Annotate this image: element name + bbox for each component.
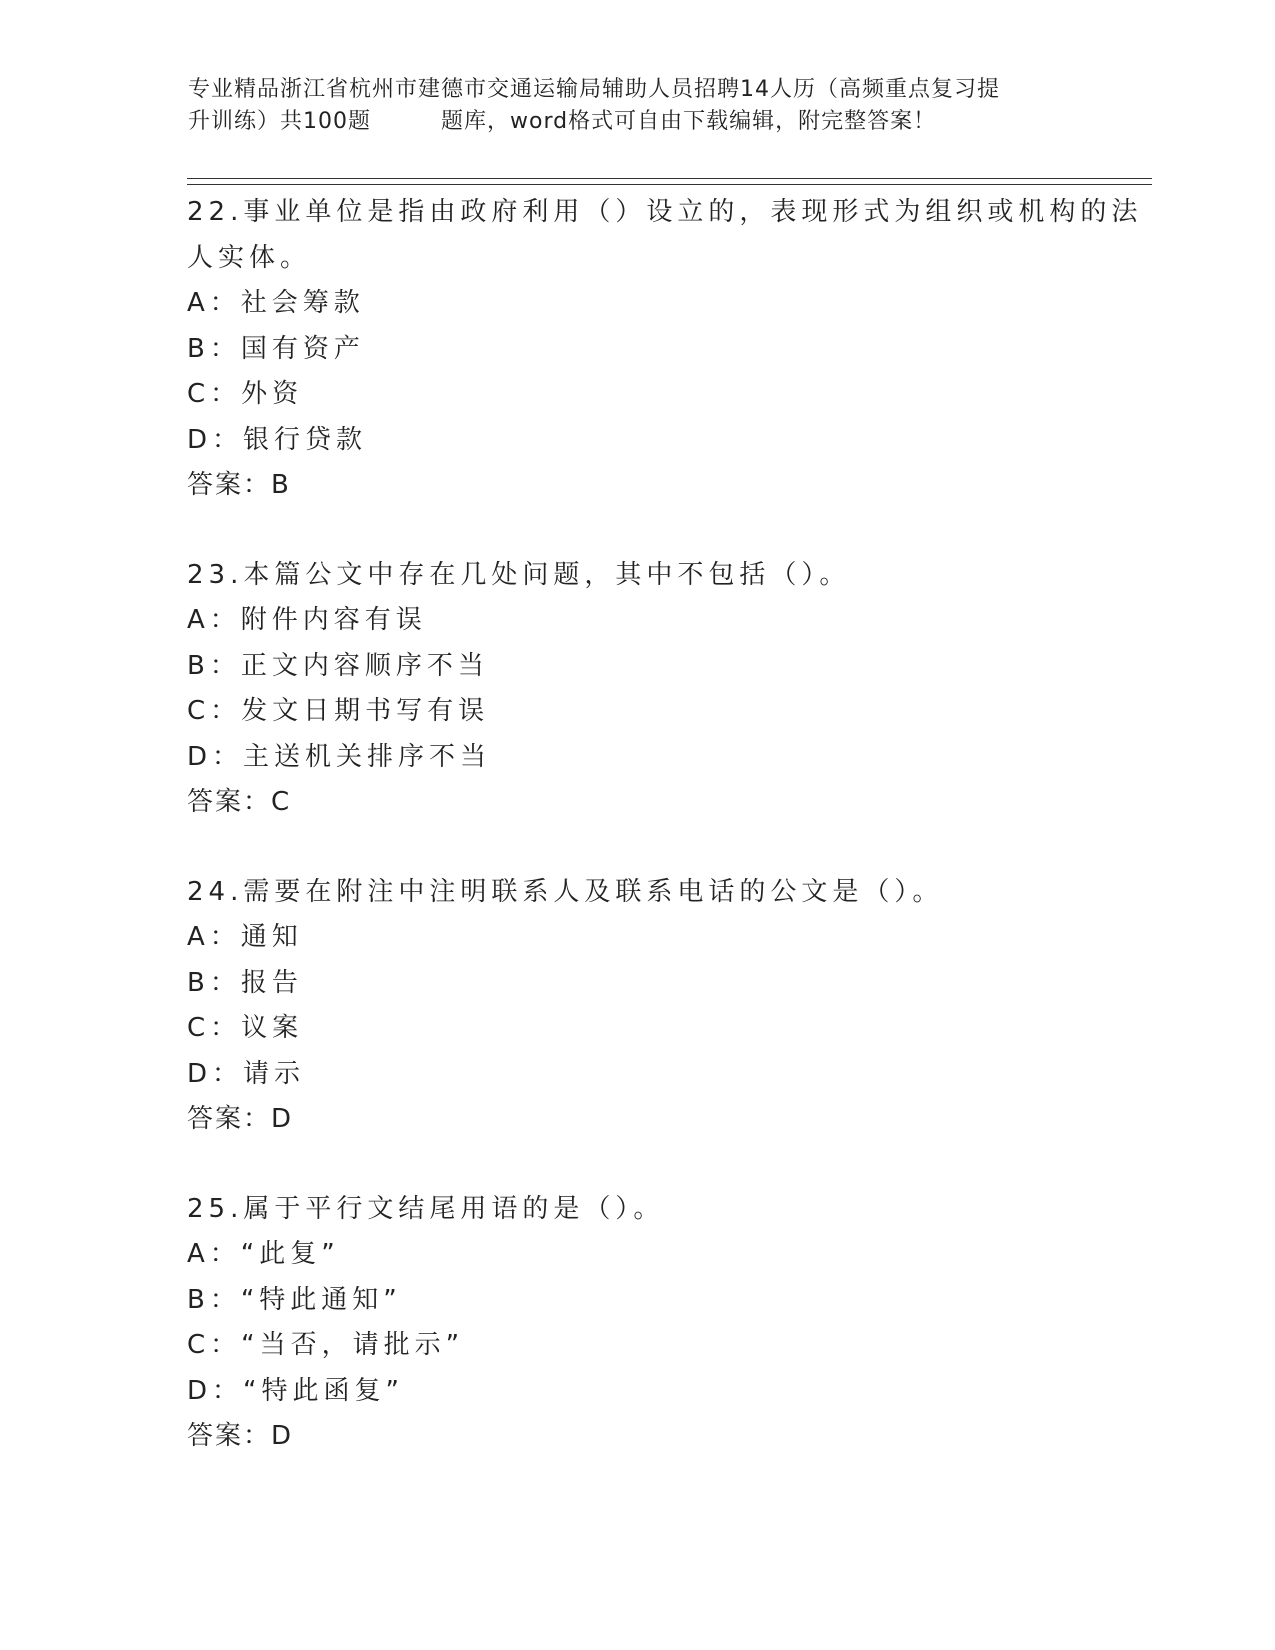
option-b: B：正文内容顺序不当	[187, 650, 489, 681]
option-c: C：议案	[187, 1013, 304, 1043]
option-a: A：附件内容有误	[187, 605, 427, 635]
header-divider-bottom	[187, 184, 1152, 185]
question-23	[187, 553, 1087, 826]
option-c: C：外资	[187, 379, 304, 409]
question-stem-line-1: 22.事业单位是指由政府利用（）设立的，表现形式为组织或机构的法	[187, 197, 1143, 227]
option-a: A：“此复”	[187, 1239, 340, 1269]
question-stem: 24.需要在附注中注明联系人及联系电话的公文是（）。	[187, 876, 944, 907]
option-a: A：社会筹款	[187, 288, 365, 318]
answer: 答案：D	[187, 1104, 294, 1134]
header-divider-top	[187, 178, 1152, 179]
option-b: B：国有资产	[187, 333, 365, 364]
option-c: C：发文日期书写有误	[187, 696, 490, 726]
option-d: D：“特此函复”	[187, 1375, 404, 1406]
question-stem: 23.本篇公文中存在几处问题，其中不包括（）。	[187, 559, 851, 590]
header-line-2-part-2: 题库，word格式可自由下载编辑，附完整答案！	[441, 109, 937, 134]
question-24	[187, 870, 1087, 1143]
option-b: B：“特此通知”	[187, 1284, 402, 1315]
answer: 答案：B	[187, 470, 291, 500]
header-line-2	[188, 106, 1088, 138]
header-line-1: 专业精品浙江省杭州市建德市交通运输局辅助人员招聘14人历（高频重点复习提	[188, 77, 1000, 102]
option-d: D：请示	[187, 1058, 306, 1089]
question-25	[187, 1187, 1087, 1460]
option-c: C：“当否，请批示”	[187, 1330, 465, 1360]
question-22	[187, 190, 1143, 509]
option-a: A：通知	[187, 922, 303, 952]
document-header	[188, 74, 1088, 138]
answer: 答案：C	[187, 787, 292, 817]
question-stem: 25.属于平行文结尾用语的是（）。	[187, 1193, 665, 1224]
header-line-2-part-1: 升训练）共100题	[188, 109, 371, 134]
answer: 答案：D	[187, 1421, 294, 1451]
option-d: D：银行贷款	[187, 424, 368, 455]
question-stem-line-2: 人实体。	[187, 242, 312, 273]
option-d: D：主送机关排序不当	[187, 741, 492, 772]
question-list	[187, 190, 1143, 1504]
option-b: B：报告	[187, 967, 303, 998]
